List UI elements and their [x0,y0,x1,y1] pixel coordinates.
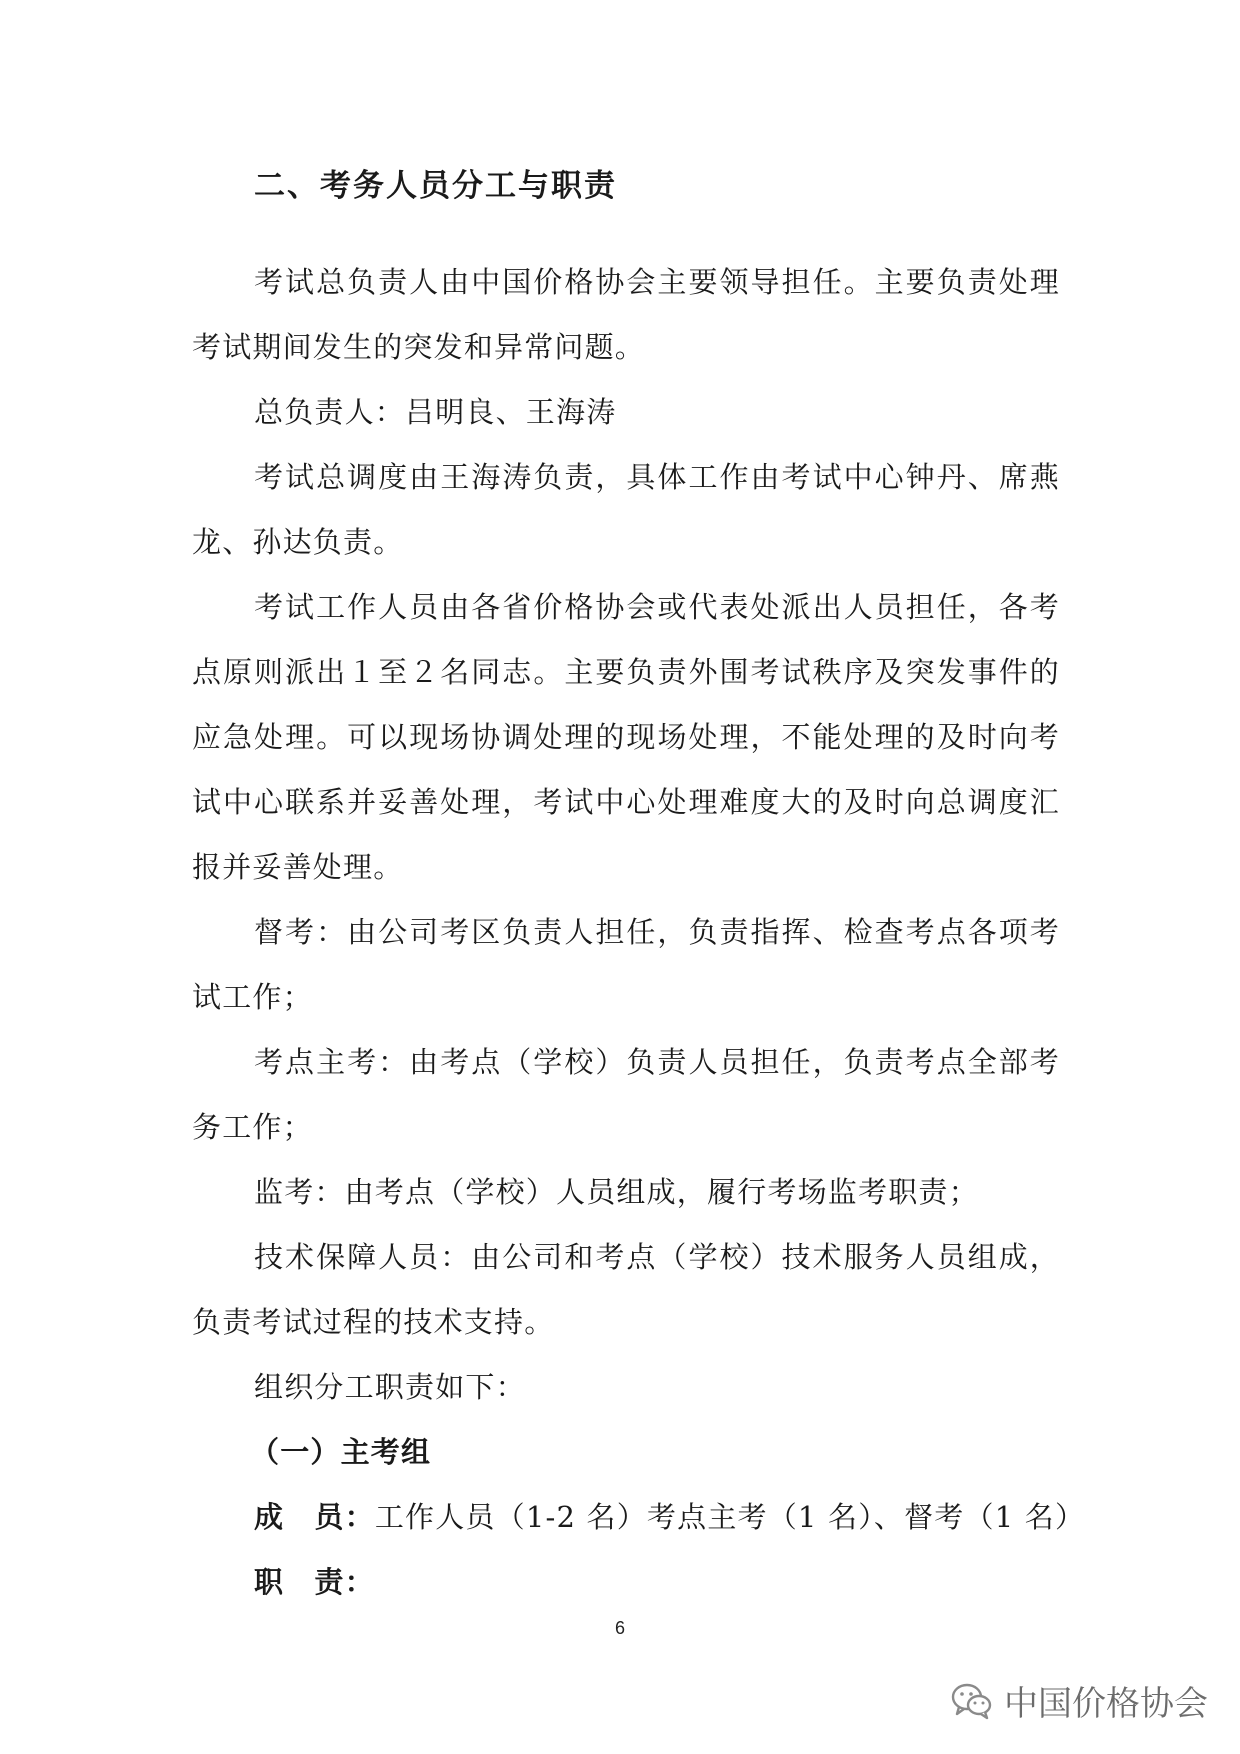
subsection-title: （一）主考组 [250,1435,432,1469]
wechat-official-account-icon [950,1681,994,1721]
paragraph-chief-responsible: 考试总负责人由中国价格协会主要领导担任。主要负责处理考试期间发生的突发和异常问题。 [192,265,1060,364]
paragraph-tech-support: 技术保障人员：由公司和考点（学校）技术服务人员组成，负责考试过程的技术支持。 [192,1240,1060,1339]
watermark-text: 中国价格协会 [1004,1684,1208,1724]
members-label: 成 员： [254,1500,375,1534]
duties-label: 职 责： [254,1565,375,1599]
members-line [192,1485,1086,1550]
paragraph-chief-names: 总负责人：吕明良、王海涛 [254,395,617,429]
watermark [950,1676,1208,1725]
body-text [192,250,1086,1615]
duties-line [192,1550,1060,1615]
paragraph-site-chief: 考点主考：由考点（学校）负责人员担任，负责考点全部考务工作； [192,1045,1060,1144]
paragraph-exam-staff: 考试工作人员由各省价格协会或代表处派出人员担任，各考点原则派出１至２名同志。主要负责外围考试秩序及突发事件的应急处理。可以现场协调处理的现场处理，不能处理的及时向考试中心联系并妥善处理，考试中心处理难度大的及时向总调度汇报并妥善处理。 [192,590,1060,884]
page-number: 6 [614,1618,625,1638]
members-text: 工作人员（1-2 名）考点主考（1 名）、督考（1 名） [374,1500,1086,1534]
section-heading: 二、考务人员分工与职责 [254,168,617,204]
paragraph-supervisor: 督考：由公司考区负责人担任，负责指挥、检查考点各项考试工作； [192,915,1060,1014]
paragraph-org-intro: 组织分工职责如下： [254,1370,526,1404]
paragraph-invigilator: 监考：由考点（学校）人员组成，履行考场监考职责； [254,1175,979,1209]
paragraph-dispatcher: 考试总调度由王海涛负责，具体工作由考试中心钟丹、席燕龙、孙达负责。 [192,460,1060,559]
